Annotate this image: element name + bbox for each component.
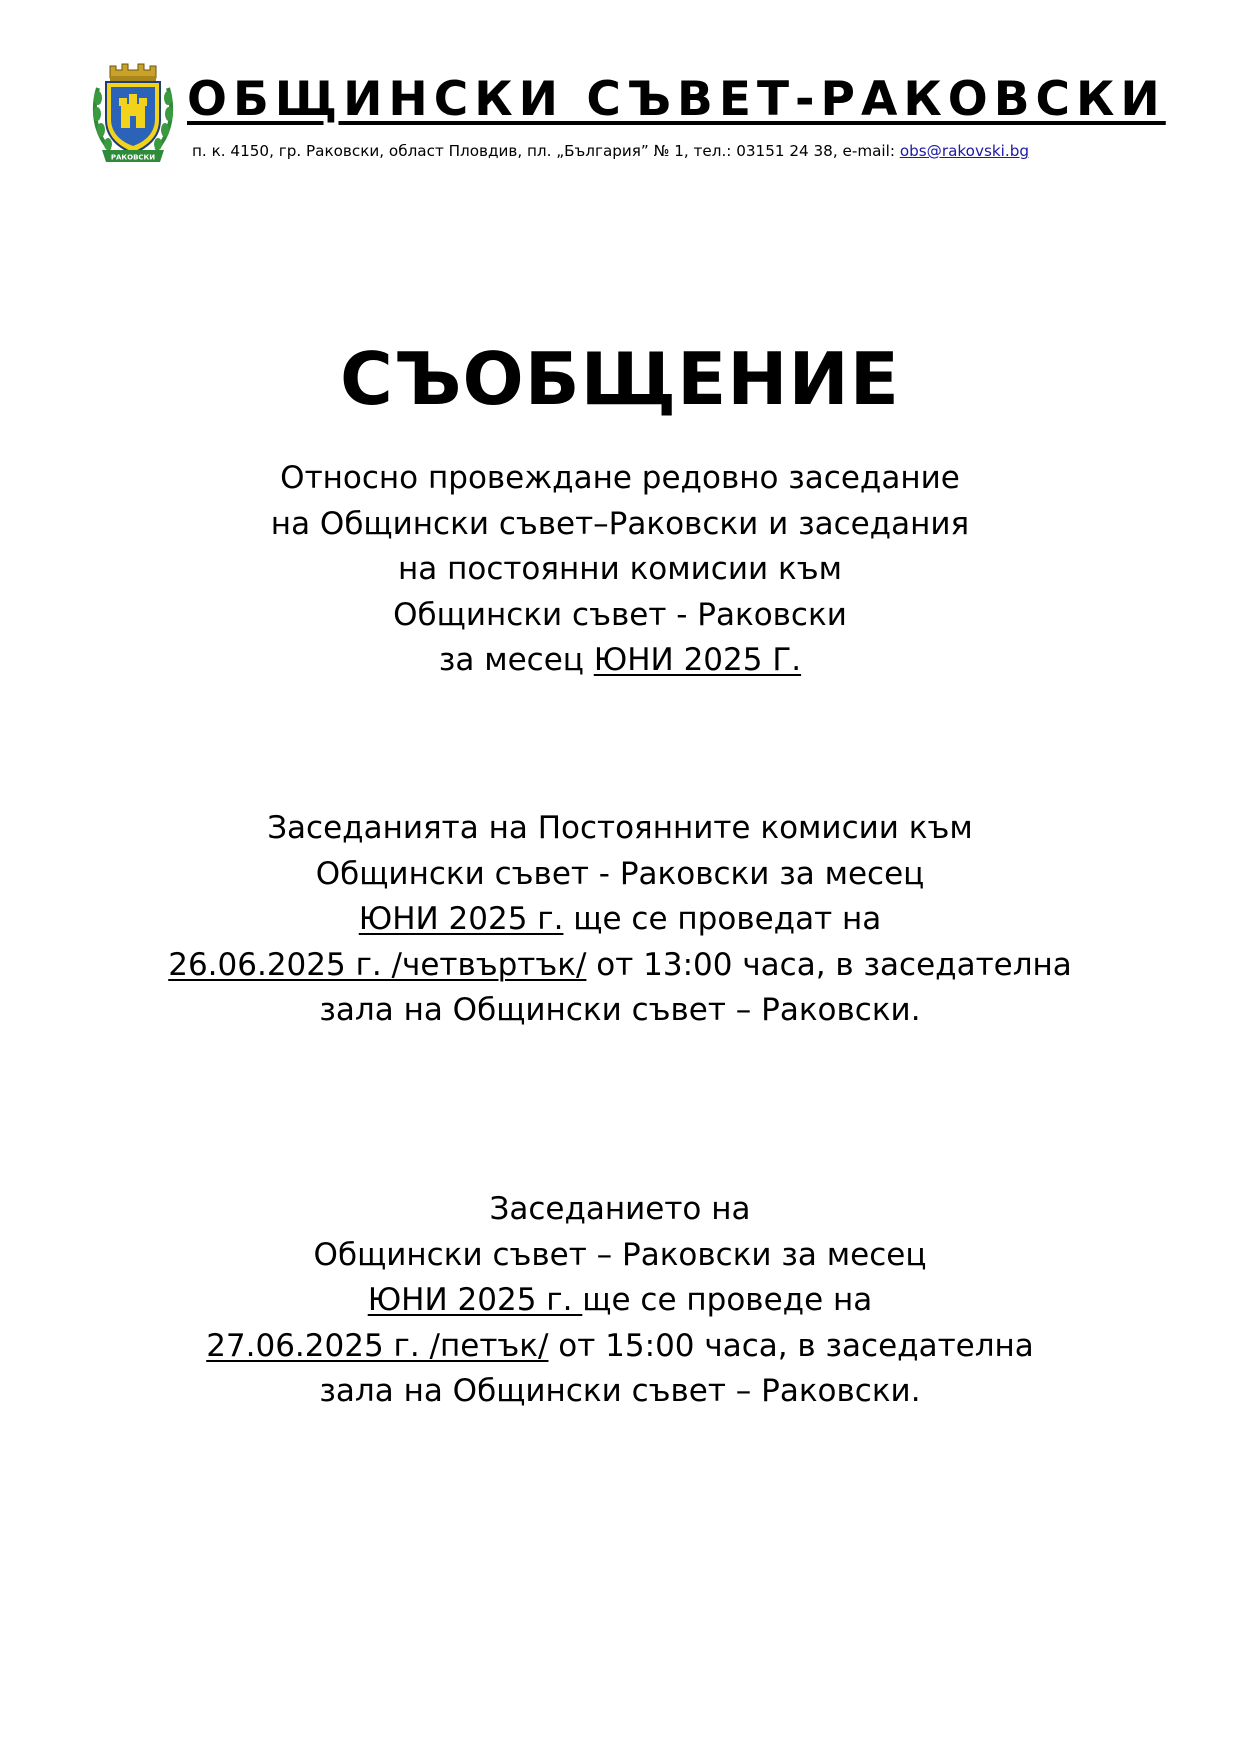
committees-date: 26.06.2025 г. /четвъртък/	[168, 946, 587, 983]
notice-subject	[0, 456, 1240, 684]
committees-line: Общински съвет - Раковски за месец	[315, 855, 925, 892]
council-paragraph	[0, 1187, 1240, 1415]
notice-title: СЪОБЩЕНИЕ	[340, 337, 900, 421]
committees-line	[0, 897, 1240, 943]
committees-month: ЮНИ 2025 г.	[358, 901, 564, 937]
council-line	[0, 1324, 1240, 1370]
council-date: 27.06.2025 г. /петък/	[206, 1327, 549, 1364]
subject-line: на Общински съвет–Раковски и заседания	[270, 505, 970, 542]
committees-line: зала на Общински съвет – Раковски.	[319, 992, 921, 1028]
organization-title: ОБЩИНСКИ СЪВЕТ-РАКОВСКИ	[187, 72, 1166, 127]
committees-text: ще се проведат на	[563, 901, 882, 937]
council-line	[0, 1278, 1240, 1324]
subject-line	[0, 638, 1240, 684]
contact-info	[192, 141, 1092, 161]
subject-month-prefix: за месец	[438, 642, 594, 678]
committees-line: Заседанията на Постоянните комисии към	[267, 810, 973, 846]
committees-line	[0, 943, 1240, 989]
municipal-coat-of-arms-icon	[92, 58, 174, 166]
council-month: ЮНИ 2025 г.	[367, 1282, 583, 1318]
subject-month: ЮНИ 2025 Г.	[593, 642, 802, 678]
council-line: зала на Общински съвет – Раковски.	[319, 1373, 921, 1409]
subject-line: Общински съвет - Раковски	[393, 596, 847, 633]
committees-time: от 13:00 часа, в заседателна	[586, 946, 1072, 983]
subject-line: на постоянни комисии към	[397, 551, 843, 587]
council-line: Заседанието на	[489, 1191, 751, 1227]
contact-address: п. к. 4150, гр. Раковски, област Пловдив, пл. „България” № 1, тел.: 03151 24 38, e-mail:	[192, 142, 900, 160]
council-text: ще се проведе на	[582, 1282, 873, 1318]
subject-line: Относно провеждане редовно заседание	[280, 460, 960, 496]
council-line: Общински съвет – Раковски за месец	[313, 1236, 927, 1273]
committees-paragraph	[0, 806, 1240, 1034]
council-time: от 15:00 часа, в заседателна	[548, 1327, 1034, 1364]
email-link[interactable]: obs@rakovski.bg	[899, 142, 1029, 160]
crest-ribbon-text: РАКОВСКИ	[110, 153, 156, 162]
